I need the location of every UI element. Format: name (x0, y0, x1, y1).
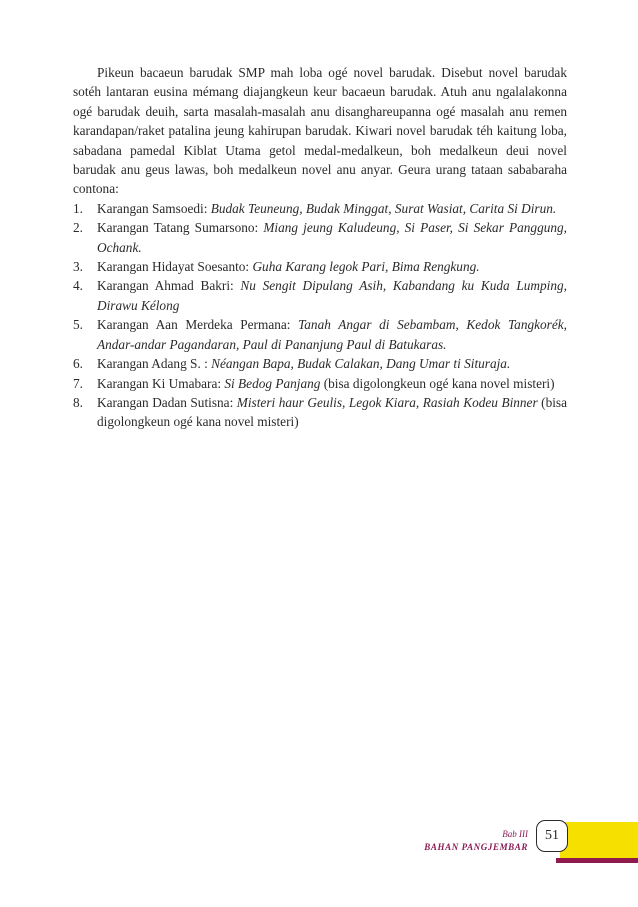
list-author: Karangan Ki Umabara: (97, 375, 225, 391)
list-number: 6. (73, 356, 83, 372)
page-number: 51 (536, 820, 568, 852)
list-item (73, 393, 567, 432)
list-titles: Néangan Bapa, Budak Calakan, Dang Umar ti Situraja. (211, 356, 511, 372)
list-author: Karangan Tatang Sumarsono: (97, 220, 264, 236)
footer-maroon-stripe (556, 858, 638, 863)
list-titles: Tanah Angar di Sebambam, Kedok Tangkorék, Andar-andar Pagandaran, Paul di Pananjung Paul di Batukaras. (97, 317, 567, 352)
novel-list (73, 199, 567, 432)
list-titles: Misteri haur Geulis, Legok Kiara, Rasiah Kodeu Binner (236, 394, 538, 410)
list-author: Karangan Ahmad Bakri: (97, 278, 241, 294)
list-author: Karangan Samsoedi: (97, 200, 211, 216)
list-number: 4. (73, 278, 83, 294)
list-titles: Nu Sengit Dipulang Asih, Kabandang ku Kuda Lumping, Dirawu Kélong (97, 278, 567, 313)
list-number: 7. (73, 375, 83, 391)
list-item (73, 354, 567, 373)
list-number: 3. (73, 259, 83, 275)
list-author: Karangan Hidayat Soesanto: (97, 259, 253, 275)
list-number: 2. (73, 220, 83, 236)
list-item (73, 276, 567, 315)
list-author: Karangan Dadan Sutisna: (97, 394, 237, 410)
list-item (73, 374, 567, 393)
list-note: (bisa digolongkeun ogé kana novel misteri) (97, 394, 567, 430)
list-author: Karangan Aan Merdeka Permana: (97, 317, 299, 333)
intro-paragraph: Pikeun bacaeun barudak SMP mah loba ogé novel barudak. Disebut novel barudak sotéh lantaran eusina mémang diajangkeun keur bacaeun barudak. Atuh anu ngalalakonna ogé barudak deuih, sarta masalah-masalah anu disanghareupanna ogé masalah anu remen karandapan/raket patalina jeung kahirupan barudak. Kiwari novel barudak téh kaitung loba, sabadana pamedal Kiblat Utama getol medal-medalkeun, boh medalkeun deui novel barudak anu geus lawas, boh medalkeun novel anu anyar. Geura urang tataan sababaraha contona: (73, 65, 567, 197)
list-titles: Miang jeung Kaludeung, Si Paser, Si Sekar Panggung, Ochank. (97, 220, 567, 255)
list-number: 8. (73, 394, 83, 410)
list-titles: Si Bedog Panjang (224, 375, 321, 391)
chapter-label: Bab III (502, 829, 528, 839)
list-author: Karangan Adang S. : (97, 356, 212, 372)
list-note: (bisa digolongkeun ogé kana novel misteri) (320, 375, 555, 391)
list-item (73, 315, 567, 354)
list-number: 1. (73, 200, 83, 216)
footer-running-head (424, 829, 528, 853)
list-titles: Budak Teuneung, Budak Minggat, Surat Wasiat, Carita Si Dirun. (210, 200, 557, 216)
list-item (73, 257, 567, 276)
section-title: BAHAN PANGJEMBAR (424, 842, 528, 852)
page-content (73, 63, 567, 432)
list-number: 5. (73, 317, 83, 333)
list-item (73, 199, 567, 218)
list-titles: Guha Karang legok Pari, Bima Rengkung. (252, 259, 480, 275)
footer-yellow-band (560, 822, 638, 858)
list-item (73, 218, 567, 257)
